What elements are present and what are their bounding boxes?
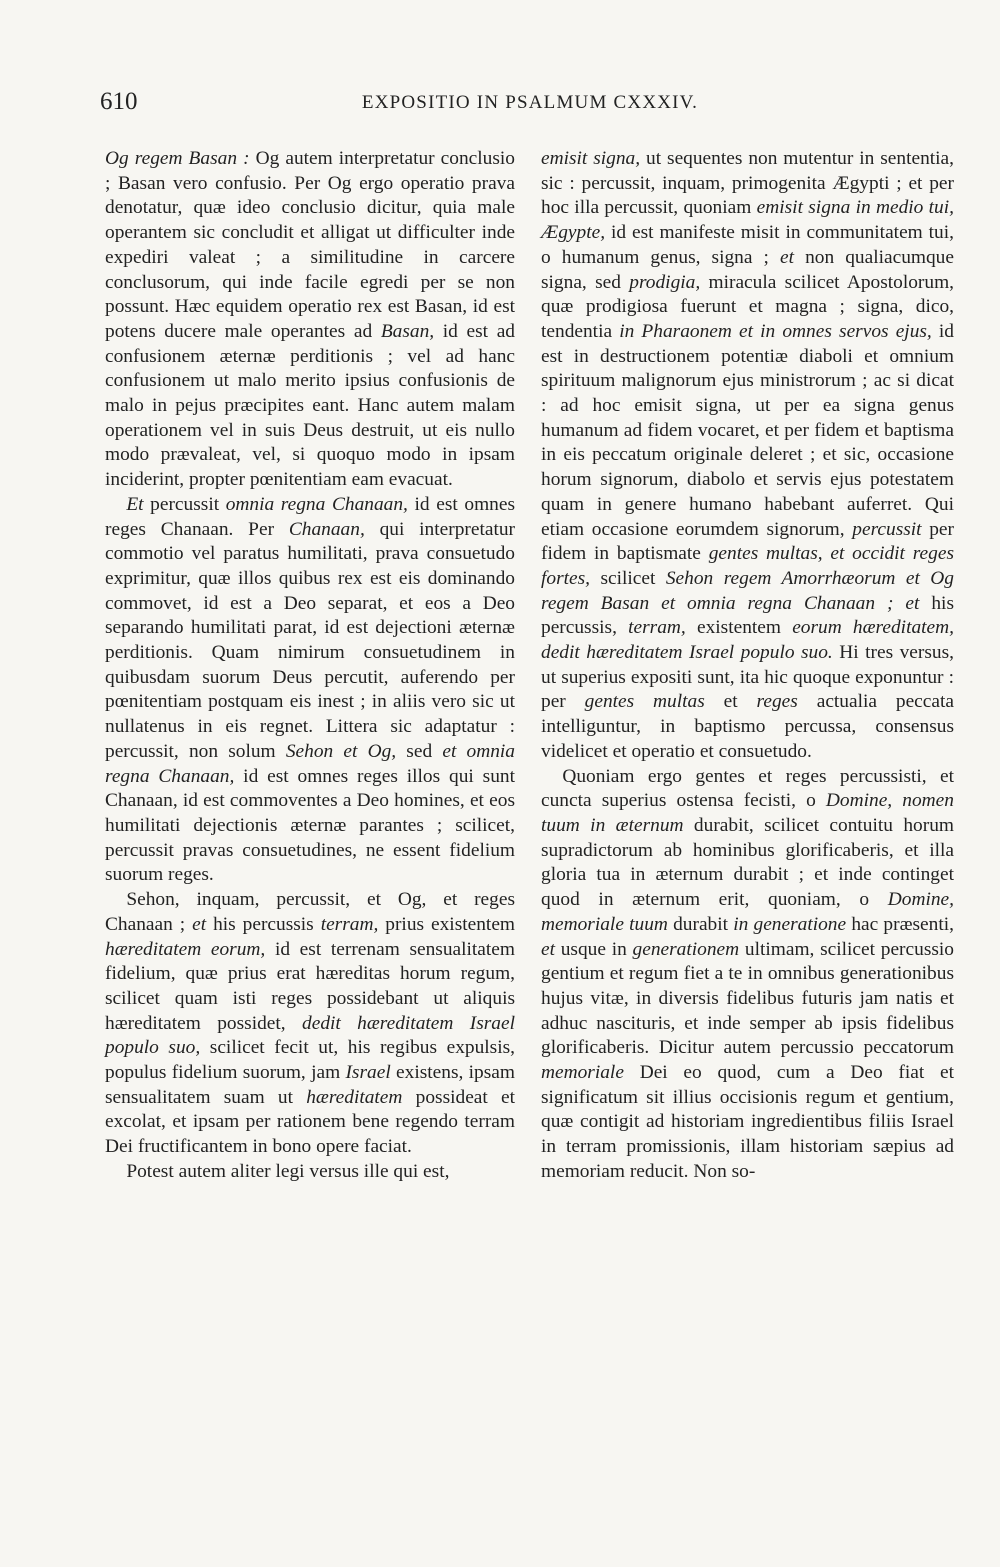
italic-run: in Pharaonem et in omnes servos ejus, [619, 320, 932, 342]
text-run: his percussis [206, 913, 321, 935]
text-run: usque in [555, 938, 633, 960]
text-run: scilicet fecit ut, his regibus expulsis, populus fidelium suorum, jam [105, 1037, 515, 1084]
paragraph [105, 147, 515, 493]
text-run: non qualiacumque signa, sed [541, 246, 954, 293]
text-run: prius existentem [378, 913, 516, 935]
italic-run: omnia regna Chanaan, [225, 493, 408, 515]
text-run: miracula scilicet Apostolorum, quæ prodigiosa fuerunt et magna ; signa, dico, tendentia [541, 271, 955, 342]
text-run: id est terrenam sensualitatem fidelium, quæ prius erat hæreditas horum regum, scilicet quam isti reges possidebant ut aliquis hæreditatem possidet, [105, 938, 515, 1034]
italic-run: Domine, memoriale tuum [541, 889, 954, 935]
text-run: per fidem in baptismate [541, 518, 955, 565]
italic-run: Chanaan, [288, 518, 365, 540]
text-run: percussit [143, 493, 226, 515]
text-run: existens, ipsam sensualitatem suam ut [105, 1062, 515, 1108]
italic-run: memoriale [541, 1062, 624, 1084]
running-title: EXPOSITIO IN PSALMUM CXXXIV. [361, 92, 699, 113]
italic-run: et omnia regna Chanaan, [105, 740, 515, 787]
italic-run: emisit signa in medio tui, Ægypte, [541, 197, 954, 244]
text-run: id est omnes reges Chanaan. Per [105, 493, 515, 540]
italic-run: et [780, 246, 794, 268]
italic-run: Basan, [380, 320, 435, 342]
text-run: existentem [685, 617, 793, 639]
text-run: hac præsenti, [846, 913, 954, 935]
text-run: id est omnes reges illos qui sunt Chanaan, id est commoventes a Deo homines, et eos humilitati dejectionis æternæ parantes ; scilicet, percussit pravas consuetudines, ne essent fidelium suorum reges. [105, 765, 515, 886]
text-run: sed [396, 740, 443, 762]
italic-run: et [541, 938, 555, 960]
text-run: id est in destructionem potentiæ diaboli et omnium spirituum malignorum ejus ministrorum ; ac si dicat : ad hoc emisit signa, ut per ea signa genus humanum ad fidem vocaret, et per fidem et baptisma in eis peccatum originale deleret ; et sic, occasione horum signorum, diabolo et servis ejus potestatem quam in genere humano habebant auferret. Qui etiam occasione eorumdem signorum, [541, 320, 954, 540]
italic-run: in generatione [733, 913, 847, 935]
italic-run: Og regem Basan : [105, 148, 250, 169]
text-run: ut sequentes non mutentur in sententia, sic : percussit, inquam, primogenita Ægypti ; et per hoc illa percussit, quoniam [541, 148, 954, 219]
italic-run: dedit hæreditatem Israel populo suo, [105, 1012, 515, 1059]
italic-run: Israel [345, 1062, 391, 1084]
italic-run: Domine, nomen tuum in æternum [541, 790, 954, 836]
paragraph [541, 147, 954, 765]
text-run: id est ad confusionem æternæ perditionis ; vel ad hanc confusionem ut malo merito ipsius confusionis de malo in pejus præcipites eant. Hanc autem malam operationem vel in suis Deus destruit, ut eis nullo modo prævaleat, vel, si quoquo modo in ipsam inciderint, propter pœnitentiam eam evacuat. [105, 320, 516, 491]
italic-run: gentes multas, et occidit reges fortes, [541, 543, 955, 589]
italic-run: reges [756, 691, 798, 713]
italic-run: Et [126, 493, 144, 515]
italic-run: prodigia, [629, 271, 701, 293]
italic-run: percussit [852, 518, 922, 540]
text-run: et [704, 691, 757, 713]
paragraph [105, 888, 515, 1160]
paragraph [541, 765, 954, 1185]
text-run: Quoniam ergo gentes et reges percussisti, et cuncta superius ostensa fecisti, o [541, 765, 954, 812]
text-run: ultimam, scilicet percussio gentium et regum fiet a te in omnibus generationibus hujus vitæ, in diversis fidelibus futuris jam natis et adhuc nascituris, et inde semper ab ipsis fidelibus glorificaberis. Dicitur autem percussio peccatorum [541, 938, 954, 1059]
italic-run: eorum hæreditatem, dedit hæreditatem Israel populo suo. [541, 617, 955, 664]
paragraph [105, 493, 515, 888]
italic-run: hæreditatem [306, 1086, 403, 1108]
italic-run: et [192, 913, 207, 935]
text-run: durabit, scilicet contuitu horum supradictorum ab hominibus glorificaberis, et illa gloria tua in æternum durabit ; et inde continget quod in æternum erit, quoniam, o [541, 814, 954, 911]
left-column [105, 147, 515, 1185]
page-number: 610 [100, 88, 138, 115]
text-run: Hi tres versus, ut superius expositi sunt, ita hic quoque exponuntur : per [541, 642, 955, 713]
running-head [100, 88, 960, 118]
italic-run: terram, [628, 617, 686, 639]
italic-run: gentes multas [584, 691, 705, 713]
text-run: Og autem interpretatur conclusio ; Basan vero confusio. Per Og ergo operatio prava denotatur, quæ ideo conclusio dicitur, quia male operantem sic concludit et alligat ut difficulter inde expediri valeat ; a similitudine in carcere conclusorum, qui inde facile egredi per se non possunt. Hæc equidem operatio rex est Basan, id est potens ducere male operantes ad [105, 148, 515, 342]
text-run: Potest autem aliter legi versus ille qui est, [126, 1160, 450, 1182]
italic-run: Sehon regem Amorrhæorum et Og regem Basan et omnia regna Chanaan ; et [541, 567, 954, 614]
italic-run: Sehon et Og, [285, 740, 397, 762]
italic-run: generationem [632, 938, 740, 960]
text-run: durabit [667, 913, 734, 935]
italic-run: terram, [320, 913, 379, 935]
paragraph [105, 1160, 515, 1185]
text-run: actualia peccata intelliguntur, in baptismo percussa, consensus videlicet et operatio et consuetudo. [541, 691, 954, 762]
text-run: his percussis, [541, 592, 954, 639]
italic-run: hæreditatem eorum, [105, 938, 266, 960]
text-run: id est manifeste misit in communitatem tui, o humanum genus, signa ; [541, 222, 954, 268]
italic-run: emisit signa, [541, 148, 641, 169]
text-run: scilicet [590, 567, 666, 589]
text-run: Sehon, inquam, percussit, et Og, et reges Chanaan ; [105, 889, 515, 935]
text-run: Dei eo quod, cum a Deo fiat et significatum sit illius occisionis regum et gentium, quæ contigit ad historiam ingredientibus filiis Israel in terram promissionis, illam historiam sæpius ad memoriam reducit. Non so- [541, 1062, 954, 1182]
text-run: possideat et excolat, et ipsam per rationem bene regendo terram Dei fructificantem in bono opere faciat. [105, 1086, 515, 1158]
right-column [541, 147, 954, 1185]
text-run: qui interpretatur commotio vel paratus humilitati, prava consuetudo exprimitur, quæ illos quibus rex est eis dominando commovet, id est a Deo separat, et eos a Deo separando humilitati parat, id est dejectioni æternæ perditionis. Quam nimirum consuetudinem in quibusdam suorum Deus percutit, auferendo per pœnitentiam postquam eis inest ; in aliis vero sic ut nullatenus in eis regnet. Littera sic adaptatur : percussit, non solum [105, 518, 515, 762]
